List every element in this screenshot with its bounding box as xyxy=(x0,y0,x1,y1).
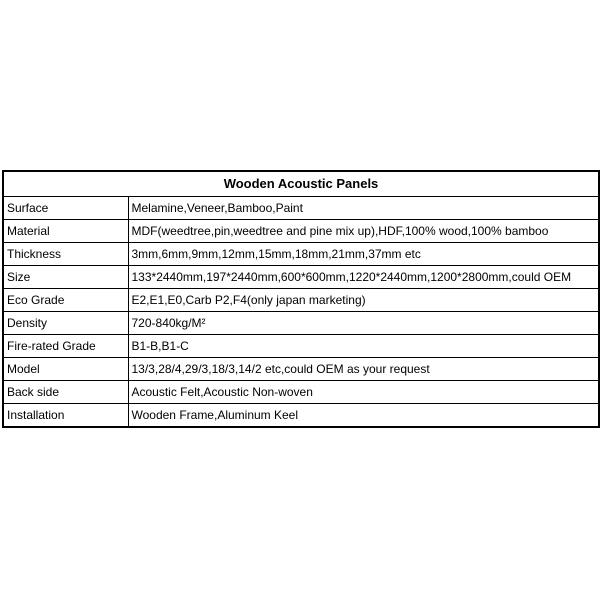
row-label: Size xyxy=(3,266,128,289)
table-row xyxy=(3,358,599,381)
table-row xyxy=(3,197,599,220)
row-label: Material xyxy=(3,220,128,243)
row-value: Melamine,Veneer,Bamboo,Paint xyxy=(128,197,599,220)
table-row xyxy=(3,335,599,358)
row-value: 3mm,6mm,9mm,12mm,15mm,18mm,21mm,37mm etc xyxy=(128,243,599,266)
row-label: Installation xyxy=(3,404,128,428)
row-label: Back side xyxy=(3,381,128,404)
table-row xyxy=(3,404,599,428)
table-row xyxy=(3,220,599,243)
table-title: Wooden Acoustic Panels xyxy=(3,171,599,197)
table-row xyxy=(3,381,599,404)
table-header-row xyxy=(3,171,599,197)
row-label: Surface xyxy=(3,197,128,220)
row-value: 133*2440mm,197*2440mm,600*600mm,1220*2440mm,1200*2800mm,could OEM xyxy=(128,266,599,289)
row-value: E2,E1,E0,Carb P2,F4(only japan marketing) xyxy=(128,289,599,312)
row-value: Acoustic Felt,Acoustic Non-woven xyxy=(128,381,599,404)
row-label: Density xyxy=(3,312,128,335)
row-label: Fire-rated Grade xyxy=(3,335,128,358)
row-value: MDF(weedtree,pin,weedtree and pine mix up),HDF,100% wood,100% bamboo xyxy=(128,220,599,243)
table-row xyxy=(3,289,599,312)
row-label: Thickness xyxy=(3,243,128,266)
row-value: B1-B,B1-C xyxy=(128,335,599,358)
row-value: Wooden Frame,Aluminum Keel xyxy=(128,404,599,428)
table-row xyxy=(3,243,599,266)
spec-table xyxy=(2,170,600,428)
row-label: Eco Grade xyxy=(3,289,128,312)
row-value: 13/3,28/4,29/3,18/3,14/2 etc,could OEM as your request xyxy=(128,358,599,381)
row-label: Model xyxy=(3,358,128,381)
table-row xyxy=(3,312,599,335)
row-value: 720-840kg/M² xyxy=(128,312,599,335)
table-row xyxy=(3,266,599,289)
